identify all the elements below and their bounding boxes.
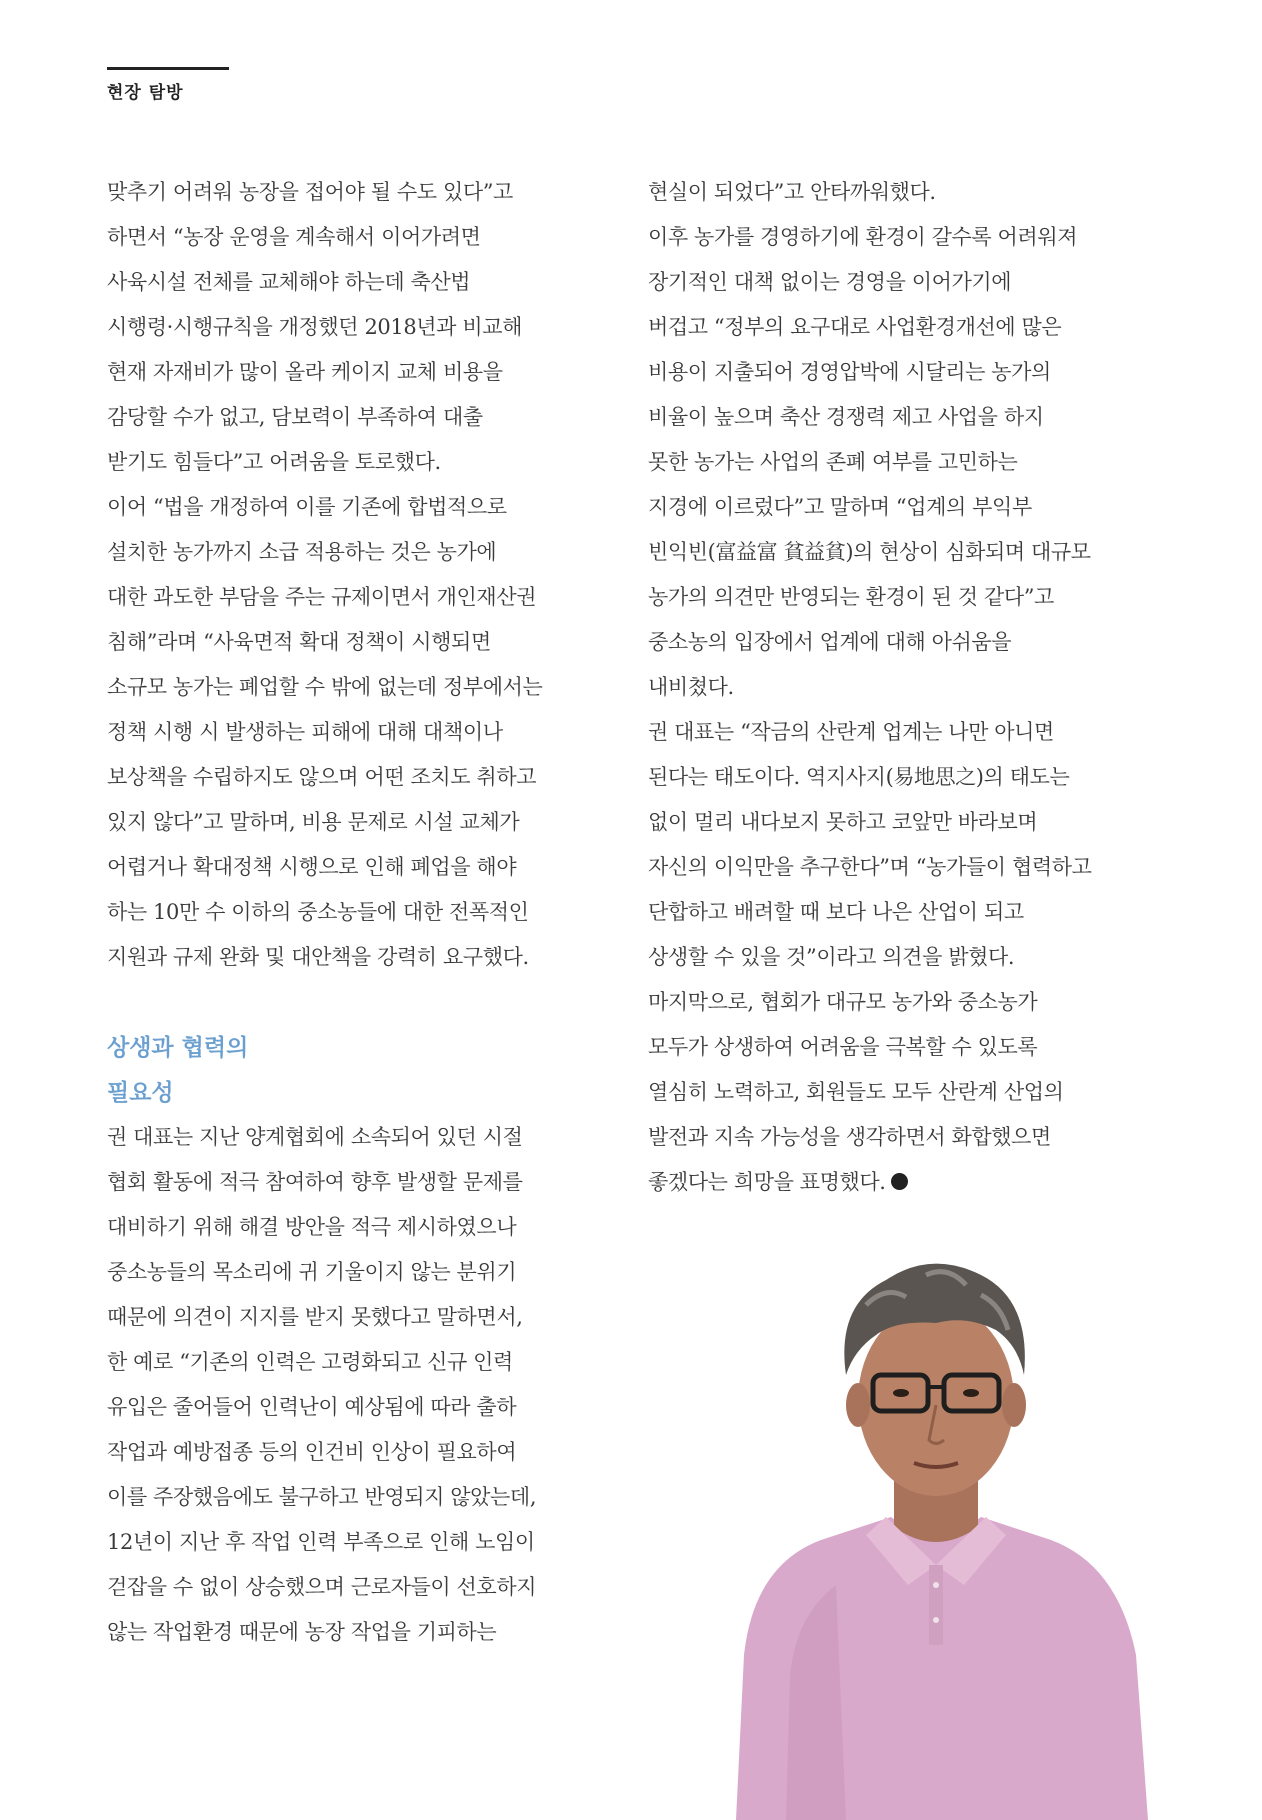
text-line: 없이 멀리 내다보지 못하고 코앞만 바라보며 [648, 810, 1038, 834]
text-line: 중소농의 입장에서 업계에 대해 아쉬움을 [648, 630, 1012, 654]
text-line: 중소농들의 목소리에 귀 기울이지 않는 분위기 [107, 1260, 517, 1284]
text-line: 사육시설 전체를 교체해야 하는데 축산법 [107, 270, 471, 294]
text-line: 맞추기 어려워 농장을 접어야 될 수도 있다”고 [107, 180, 513, 204]
shirt-button [933, 1617, 939, 1623]
text-line: 때문에 의견이 지지를 받지 못했다고 말하면서, [107, 1305, 523, 1329]
text-line: 걷잡을 수 없이 상승했으며 근로자들이 선호하지 [107, 1575, 537, 1599]
text-line: 보상책을 수립하지도 않으며 어떤 조치도 취하고 [107, 765, 537, 789]
end-mark-icon [891, 1173, 908, 1190]
text-line: 비용이 지출되어 경영압박에 시달리는 농가의 [648, 360, 1051, 384]
text-line: 설치한 농가까지 소급 적용하는 것은 농가에 [107, 540, 497, 564]
text-line: 장기적인 대책 없이는 경영을 이어가기에 [648, 270, 1012, 294]
text-line: 못한 농가는 사업의 존폐 여부를 고민하는 [648, 450, 1018, 474]
text-line: 권 대표는 지난 양계협회에 소속되어 있던 시절 [107, 1125, 523, 1149]
text-line: 상생할 수 있을 것”이라고 의견을 밝혔다. [648, 945, 1015, 969]
text-line: 소규모 농가는 폐업할 수 밖에 없는데 정부에서는 [107, 675, 543, 699]
text-line: 열심히 노력하고, 회원들도 모두 산란계 산업의 [648, 1080, 1064, 1104]
text-line: 대한 과도한 부담을 주는 규제이면서 개인재산권 [107, 585, 537, 609]
text-line: 지원과 규제 완화 및 대안책을 강력히 요구했다. [107, 945, 529, 969]
text-line: 내비쳤다. [648, 675, 734, 699]
placket [929, 1565, 943, 1645]
text-line: 지경에 이르렀다”고 말하며 “업계의 부익부 [648, 495, 1032, 519]
text-line: 비율이 높으며 축산 경쟁력 제고 사업을 하지 [648, 405, 1044, 429]
section-heading-line: 상생과 협력의 [107, 1034, 249, 1061]
text-line: 대비하기 위해 해결 방안을 적극 제시하였으나 [107, 1215, 517, 1239]
text-line: 이어 “법을 개정하여 이를 기존에 합법적으로 [107, 495, 507, 519]
text-line: 버겁고 “정부의 요구대로 사업환경개선에 많은 [648, 315, 1062, 339]
text-line: 하는 10만 수 이하의 중소농들에 대한 전폭적인 [107, 900, 529, 924]
text-line: 감당할 수가 없고, 담보력이 부족하여 대출 [107, 405, 483, 429]
text-line: 빈익빈(富益富 貧益貧)의 현상이 심화되며 대규모 [648, 540, 1091, 564]
ear-left [846, 1383, 870, 1427]
text-line: 어렵거나 확대정책 시행으로 인해 폐업을 해야 [107, 855, 517, 879]
text-line: 농가의 의견만 반영되는 환경이 된 것 같다”고 [648, 585, 1054, 609]
text-line: 있지 않다”고 말하며, 비용 문제로 시설 교체가 [107, 810, 520, 834]
right-column [648, 170, 1148, 1205]
text-line: 자신의 이익만을 추구한다”며 “농가들이 협력하고 [648, 855, 1092, 879]
text-line: 침해”라며 “사육면적 확대 정책이 시행되면 [107, 630, 491, 654]
paragraph-intro [107, 170, 599, 980]
eye-right [963, 1389, 979, 1397]
text-line: 단합하고 배려할 때 보다 나은 산업이 되고 [648, 900, 1024, 924]
text-line: 현재 자재비가 많이 올라 케이지 교체 비용을 [107, 360, 503, 384]
ear-right [1002, 1383, 1026, 1427]
text-line: 받기도 힘들다”고 어려움을 토로했다. [107, 450, 441, 474]
text-line: 유입은 줄어들어 인력난이 예상됨에 따라 출하 [107, 1395, 517, 1419]
text-line: 현실이 되었다”고 안타까워했다. [648, 180, 936, 204]
text-line: 된다는 태도이다. 역지사지(易地思之)의 태도는 [648, 765, 1070, 789]
text-line: 권 대표는 “작금의 산란계 업계는 나만 아니면 [648, 720, 1054, 744]
text-line: 하면서 “농장 운영을 계속해서 이어가려면 [107, 225, 481, 249]
eye-left [893, 1389, 909, 1397]
header-rule [107, 67, 229, 70]
text-line: 모두가 상생하여 어려움을 극복할 수 있도록 [648, 1035, 1038, 1059]
text-line: 12년이 지난 후 작업 인력 부족으로 인해 노임이 [107, 1530, 535, 1554]
section-label: 현장 탐방 [107, 83, 184, 103]
last-line [648, 1160, 1148, 1205]
text-line: 발전과 지속 가능성을 생각하면서 화합했으면 [648, 1125, 1051, 1149]
text-line: 이후 농가를 경영하기에 환경이 갈수록 어려워져 [648, 225, 1078, 249]
portrait-photo [726, 1235, 1156, 1820]
section-heading-line: 필요성 [107, 1079, 174, 1106]
text-line: 협회 활동에 적극 참여하여 향후 발생할 문제를 [107, 1170, 523, 1194]
text-line: 이를 주장했음에도 불구하고 반영되지 않았는데, [107, 1485, 537, 1509]
text-line: 마지막으로, 협회가 대규모 농가와 중소농가 [648, 990, 1038, 1014]
section-heading [107, 1025, 599, 1115]
left-column [107, 170, 599, 1655]
text-line: 작업과 예방접종 등의 인건비 인상이 필요하여 [107, 1440, 517, 1464]
shirt-button [933, 1582, 939, 1588]
text-line: 좋겠다는 희망을 표명했다. [648, 1170, 886, 1194]
text-line: 시행령·시행규칙을 개정했던 2018년과 비교해 [107, 315, 523, 339]
paragraph-cooperation [107, 1115, 599, 1655]
text-line: 않는 작업환경 때문에 농장 작업을 기피하는 [107, 1620, 497, 1644]
text-line: 정책 시행 시 발생하는 피해에 대해 대책이나 [107, 720, 503, 744]
text-line: 한 예로 “기존의 인력은 고령화되고 신규 인력 [107, 1350, 513, 1374]
